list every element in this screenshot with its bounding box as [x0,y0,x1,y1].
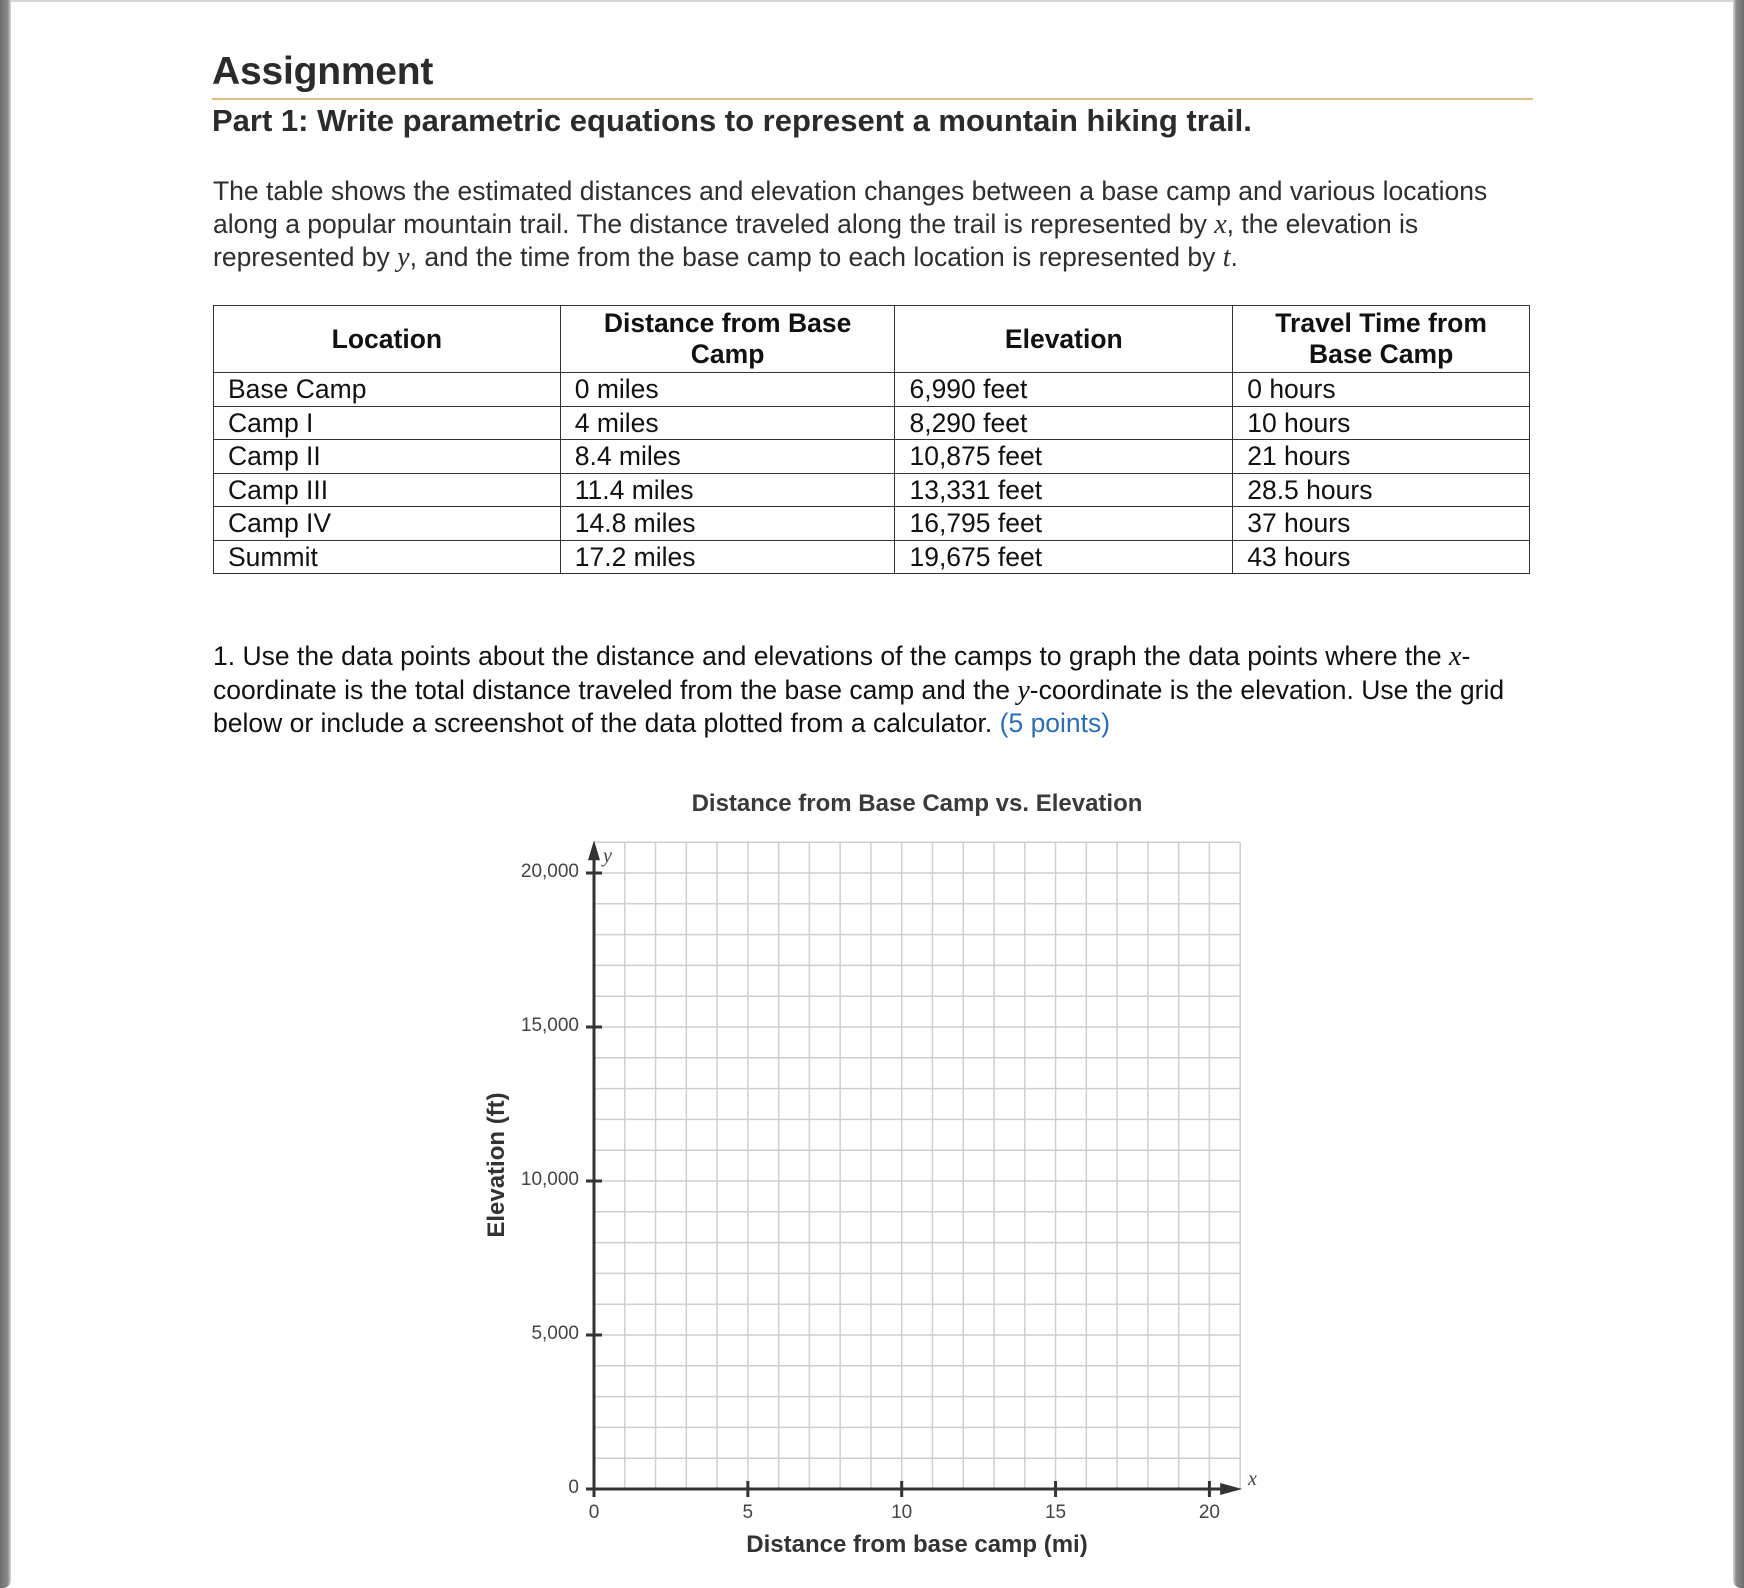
cell-location: Camp II [214,440,561,474]
y-tick-label: 15,000 [520,1015,579,1036]
y-tick-label: 20,000 [520,861,579,882]
cell-elevation: 8,290 feet [895,406,1233,440]
intro-text: . [1230,242,1238,272]
cell-time: 0 hours [1233,373,1530,407]
cell-location: Camp IV [214,507,561,541]
header-elevation: Elevation [895,306,1233,373]
cell-time: 43 hours [1233,540,1530,574]
x-axis-variable: x [1248,1468,1257,1490]
question-text: -coordinate is the total distance traveled from the base camp and the [213,641,1471,705]
cell-distance: 17.2 miles [560,540,895,574]
y-tick-label: 10,000 [520,1169,579,1190]
variable-y: y [397,242,410,273]
cell-elevation: 16,795 feet [895,507,1233,541]
page-title: Assignment [212,50,434,93]
cell-location: Summit [214,540,561,574]
y-axis-title: Elevation (ft) [483,1092,510,1238]
y-axis-variable: y [603,845,612,867]
cell-distance: 8.4 miles [560,440,895,474]
intro-text: , and the time from the base camp to each location is represented by [409,242,1223,272]
header-distance-line2: Camp [690,339,765,369]
question-text: -coordinate is the elevation. Use the grid below or include a screenshot of the data plotted from a calculator. [213,674,1505,738]
cell-time: 37 hours [1233,507,1530,541]
y-tick-label: 0 [568,1477,579,1498]
intro-text: The table shows the estimated distances and elevation changes between a base camp and various locations along a popular mountain trail. The distance traveled along the trail is represented by [213,176,1488,239]
x-tick-label: 20 [1198,1502,1220,1523]
cell-time: 28.5 hours [1233,473,1530,507]
header-time-line1: Travel Time from [1275,308,1487,338]
chart-title: Distance from Base Camp vs. Elevation [691,790,1143,817]
cell-time: 21 hours [1233,440,1530,474]
grid-lines [594,842,1240,1489]
intro-text: , the elevation is represented by [213,208,1419,272]
cell-distance: 11.4 miles [560,473,895,507]
y-tick-label: 5,000 [531,1323,579,1344]
cell-elevation: 10,875 feet [895,440,1233,474]
cell-time: 10 hours [1233,406,1530,440]
cell-distance: 0 miles [560,373,895,407]
cell-elevation: 19,675 feet [895,540,1233,574]
cell-distance: 4 miles [560,406,895,440]
cell-elevation: 6,990 feet [895,373,1233,407]
x-axis-title: Distance from base camp (mi) [746,1531,1088,1558]
part-heading: Part 1: Write parametric equations to represent a mountain hiking trail. [212,103,1252,138]
x-tick-label: 10 [891,1502,913,1523]
variable-x: x [1449,641,1462,672]
header-distance-line1: Distance from Base [603,308,852,338]
header-location: Location [214,306,561,373]
cell-location: Base Camp [214,373,561,407]
cell-location: Camp III [214,473,561,507]
axes [586,840,1242,1497]
variable-t: t [1222,242,1231,273]
cell-location: Camp I [214,406,561,440]
x-tick-label: 15 [1044,1502,1067,1523]
variable-x: x [1214,208,1227,240]
x-tick-label: 0 [588,1502,600,1523]
header-time-line2: Base Camp [1308,339,1454,369]
cell-elevation: 13,331 feet [895,473,1233,507]
variable-y: y [1017,674,1030,706]
cell-distance: 14.8 miles [560,507,895,541]
x-tick-label: 5 [742,1502,754,1523]
question-text: 1. Use the data points about the distance and elevations of the camps to graph the data points where the [213,641,1450,671]
points-value: (5 points) [999,708,1111,738]
